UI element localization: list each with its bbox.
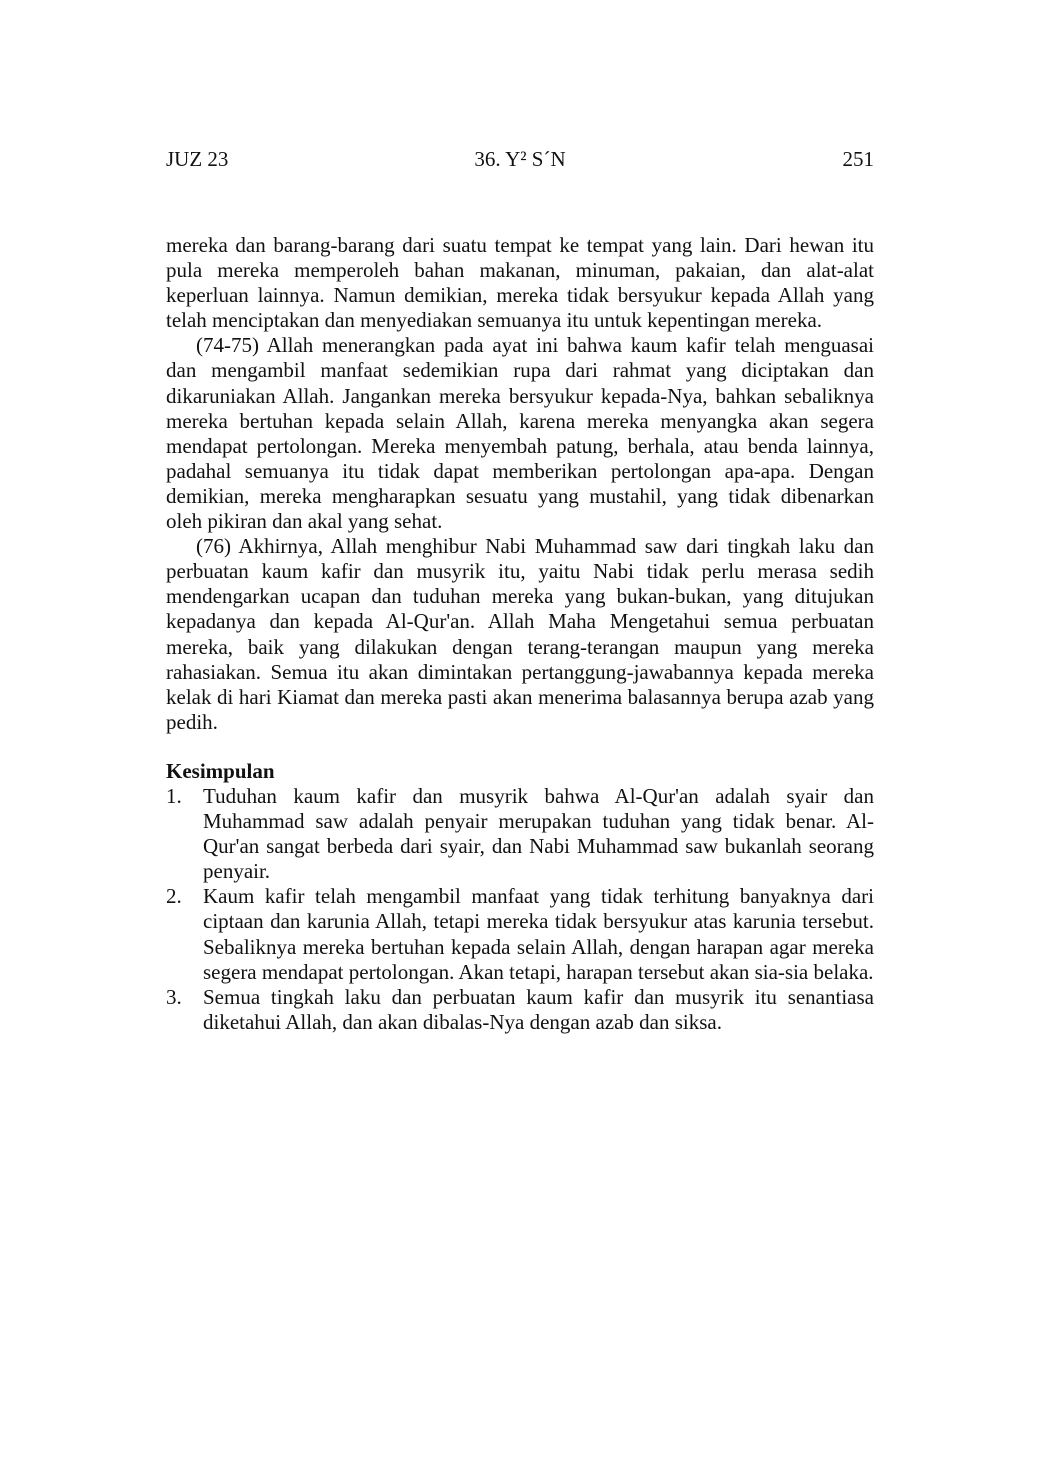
conclusion-heading: Kesimpulan xyxy=(166,758,275,783)
juz-label: JUZ 23 xyxy=(166,147,229,171)
conclusion-item xyxy=(166,985,874,1035)
list-item-text: Semua tingkah laku dan perbuatan kaum kafir dan musyrik itu senantiasa diketahui Allah, dan akan dibalas-Nya dengan azab dan siksa. xyxy=(203,984,874,1034)
list-number: 1. xyxy=(166,783,182,808)
list-item-text: Kaum kafir telah mengambil manfaat yang tidak terhitung banyaknya dari ciptaan dan karunia Allah, tetapi mereka tidak bersyukur atas karunia tersebut. Sebaliknya mereka bertuhan kepada selain Allah, dengan harapan agar mereka segera mendapat pertolongan. Akan tetapi, harapan tersebut akan sia-sia belaka. xyxy=(203,884,874,984)
list-number: 3. xyxy=(166,984,182,1009)
conclusion-list xyxy=(166,784,874,1035)
page-number: 251 xyxy=(842,147,874,171)
surah-title: 36. Y² S´N xyxy=(474,147,566,171)
paragraph-continuation: mereka dan barang-barang dari suatu tempat ke tempat yang lain. Dari hewan itu pula mereka memperoleh bahan makanan, minuman, pakaian, dan alat-alat keperluan lainnya. Namun demikian, mereka tidak bersyukur kepada Allah yang telah menciptakan dan menyediakan semuanya itu untuk kepentingan mereka. xyxy=(166,233,874,333)
list-item-text: Tuduhan kaum kafir dan musyrik bahwa Al-Qur'an adalah syair dan Muhammad saw adalah penyair merupakan tuduhan yang tidak benar. Al-Qur'an sangat berbeda dari syair, dan Nabi Muhammad saw bukanlah seorang penyair. xyxy=(203,783,874,884)
paragraph-verse-76: (76) Akhirnya, Allah menghibur Nabi Muhammad saw dari tingkah laku dan perbuatan kaum kafir dan musyrik itu, yaitu Nabi tidak perlu merasa sedih mendengarkan ucapan dan tuduhan mereka yang bukan-bukan, yang ditujukan kepadanya dan kepada Al-Qur'an. Allah Maha Mengetahui semua perbuatan mereka, baik yang dilakukan dengan terang-terangan maupun yang mereka rahasiakan. Semua itu akan dimintakan pertanggung-jawabannya kepada mereka kelak di hari Kiamat dan mereka pasti akan menerima balasannya berupa azab yang pedih. xyxy=(166,534,874,734)
conclusion-item xyxy=(166,784,874,884)
list-number: 2. xyxy=(166,884,182,909)
page-header xyxy=(166,146,874,172)
conclusion-item xyxy=(166,884,874,984)
paragraph-verse-74-75: (74-75) Allah menerangkan pada ayat ini bahwa kaum kafir telah menguasai dan mengambil manfaat sedemikian rupa dari rahmat yang diciptakan dan dikaruniakan Allah. Jangankan mereka bersyukur kepada-Nya, bahkan sebaliknya mereka bertuhan kepada selain Allah, karena mereka menyangka akan segera mendapat pertolongan. Mereka menyembah patung, berhala, atau benda lainnya, padahal semuanya itu tidak dapat memberikan pertolongan apa-apa. Dengan demikian, mereka mengharapkan sesuatu yang mustahil, yang tidak dibenarkan oleh pikiran dan akal yang sehat. xyxy=(166,333,874,534)
page-body xyxy=(166,233,874,1035)
